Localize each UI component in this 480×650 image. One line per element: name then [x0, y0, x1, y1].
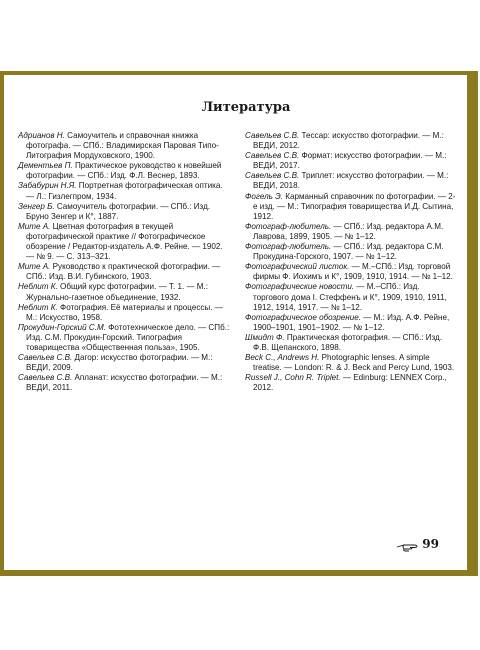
bibliography-column-right [245, 131, 457, 393]
bibliography-entry [18, 303, 230, 323]
entry-text: — М.–СПб.: Изд. торгового дома I. Стеффенъ и К°, 1909, 1910, 1911, 1912, 1914, 1917. — № 1–12. [253, 282, 447, 312]
bibliography-entry [18, 323, 230, 353]
bibliography-entry [18, 131, 230, 161]
entry-text: Руководство к практической фотографии. — СПб.: Изд. В.И. Губинского, 1903. [26, 262, 221, 282]
entry-author: Забабурин Н.Я. [18, 181, 77, 191]
entry-author: Beck C., Andrews H. [245, 353, 320, 363]
entry-author: Савельев С.В. [18, 353, 73, 363]
entry-author: Савельев С.В. [18, 373, 73, 383]
bibliography-entry [245, 313, 457, 333]
bibliography-entry [18, 202, 230, 222]
entry-author: Мите А. [18, 262, 51, 272]
entry-text: Фотография. Её материалы и процессы. — М.: Искусство, 1958. [26, 302, 223, 322]
entry-text: Карманный справочник по фотографии. — 2-е изд. — М.: Типография товарищества И.Д. Сытина, 1912. [253, 191, 456, 221]
bibliography-entry [245, 373, 457, 393]
entry-text: — СПб.: Изд. редактора С.М. Прокудина-Горского, 1907. — № 1–12. [253, 242, 444, 262]
bibliography-entry [245, 171, 457, 191]
entry-text: Общий курс фотографии. — Т. 1. — М.: Журнально-газетное объединение, 1932. [26, 282, 209, 302]
entry-author: Неблит К. [18, 302, 58, 312]
entry-text: Самоучитель фотографии. — СПб.: Изд. Бруно Зенгер и К°, 1887. [26, 201, 211, 221]
page-title: Литература [201, 100, 291, 115]
entry-author: Фотографические новости. [245, 282, 355, 292]
entry-author: Шмидт Ф. [245, 332, 285, 342]
entry-author: Савельев С.В. [245, 171, 300, 181]
bibliography-entry [245, 151, 457, 171]
entry-text: Формат: искусство фотографии. — М.: ВЕДИ, 2017. [253, 151, 447, 171]
bibliography-entry [245, 262, 457, 282]
entry-author: Адрианов Н. [18, 131, 65, 140]
entry-text: Photographic lenses. A simple treatise. — London: R. & J. Beck and Percy Lund, 1903. [253, 353, 455, 373]
bibliography-entry [18, 181, 230, 201]
entry-author: Russell J., Cohn R. Triplet. [245, 373, 341, 383]
entry-text: Цветная фотография в текущей фотографической практике // Фотографическое обозрение / Редактор-издатель А.Ф. Рейне. — 1902. — № 9. — С. 313–321. [26, 221, 223, 262]
bibliography-entry [245, 282, 457, 312]
entry-text: Дагор: искусство фотографии. — М.: ВЕДИ, 2009. [26, 353, 213, 373]
bibliography-entry [18, 161, 230, 181]
entry-author: Фогель Э. [245, 191, 284, 201]
bibliography-entry [245, 242, 457, 262]
bibliography-entry [18, 353, 230, 373]
entry-text: Практическое руководство к новейшей фотографии. — СПб.: Изд. Ф.Л. Веснер, 1893. [26, 161, 222, 181]
book-page-border [0, 71, 478, 576]
entry-text: — М.: Изд. А.Ф. Рейне, 1900–1901, 1901–1902. — № 1–12. [253, 312, 450, 332]
entry-author: Савельев С.В. [245, 151, 300, 161]
entry-author: Фотограф-любитель. [245, 242, 332, 252]
entry-text: — М.–СПб.: Изд. торговой фирмы Ф. Иохимъ и К°, 1909, 1910, 1914. — № 1–12. [253, 262, 453, 282]
bibliography-entry [245, 333, 457, 353]
entry-text: — Edinburg: LENNEX Corp., 2012. [253, 373, 447, 393]
bibliography-entry [245, 192, 457, 222]
bibliography-entry [18, 262, 230, 282]
entry-text: — СПб.: Изд. редактора А.М. Лаврова, 1899, 1905. — № 1–12. [253, 221, 444, 241]
entry-text: Портретная фотографическая оптика. — Л.: Гизлегпром, 1934. [26, 181, 223, 201]
bibliography-entry [18, 282, 230, 302]
entry-author: Зенгер Б. [18, 201, 55, 211]
entry-text: Самоучитель и справочная книжка фотографа. — СПб.: Владимирская Паровая Типо-Литография Мордуховского, 1900. [26, 131, 219, 161]
entry-text: Апланат: искусство фотографии. — М.: ВЕДИ, 2011. [26, 373, 223, 393]
pointing-hand-icon [396, 539, 418, 549]
entry-text: Тессар: искусство фотографии. — М.: ВЕДИ, 2012. [253, 131, 444, 151]
entry-author: Мите А. [18, 221, 51, 231]
book-page [4, 75, 467, 570]
entry-author: Прокудин-Горский С.М. [18, 322, 107, 332]
entry-text: Триплет: искусство фотографии. — М.: ВЕДИ, 2018. [253, 171, 449, 191]
bibliography-column-left [18, 131, 230, 393]
entry-author: Савельев С.В. [245, 131, 300, 140]
entry-author: Фотограф-любитель. [245, 221, 332, 231]
entry-author: Фотографический листок. [245, 262, 350, 272]
page-footer [396, 537, 439, 551]
entry-author: Фотографическое обозрение. [245, 312, 361, 322]
page-number: 99 [422, 537, 439, 551]
bibliography-entry [245, 222, 457, 242]
bibliography-entry [245, 353, 457, 373]
entry-author: Неблит К. [18, 282, 58, 292]
bibliography-entry [18, 373, 230, 393]
entry-author: Дементьев П. [18, 161, 73, 171]
bibliography-entry [245, 131, 457, 151]
bibliography-entry [18, 222, 230, 262]
entry-text: Фототехническое дело. — СПб.: Изд. С.М. Прокудин-Горский. Типография товарищества «Общественная польза», 1905. [26, 322, 230, 352]
entry-text: Практическая фотография. — СПб.: Изд. Ф.В. Щепанского, 1898. [253, 332, 443, 352]
